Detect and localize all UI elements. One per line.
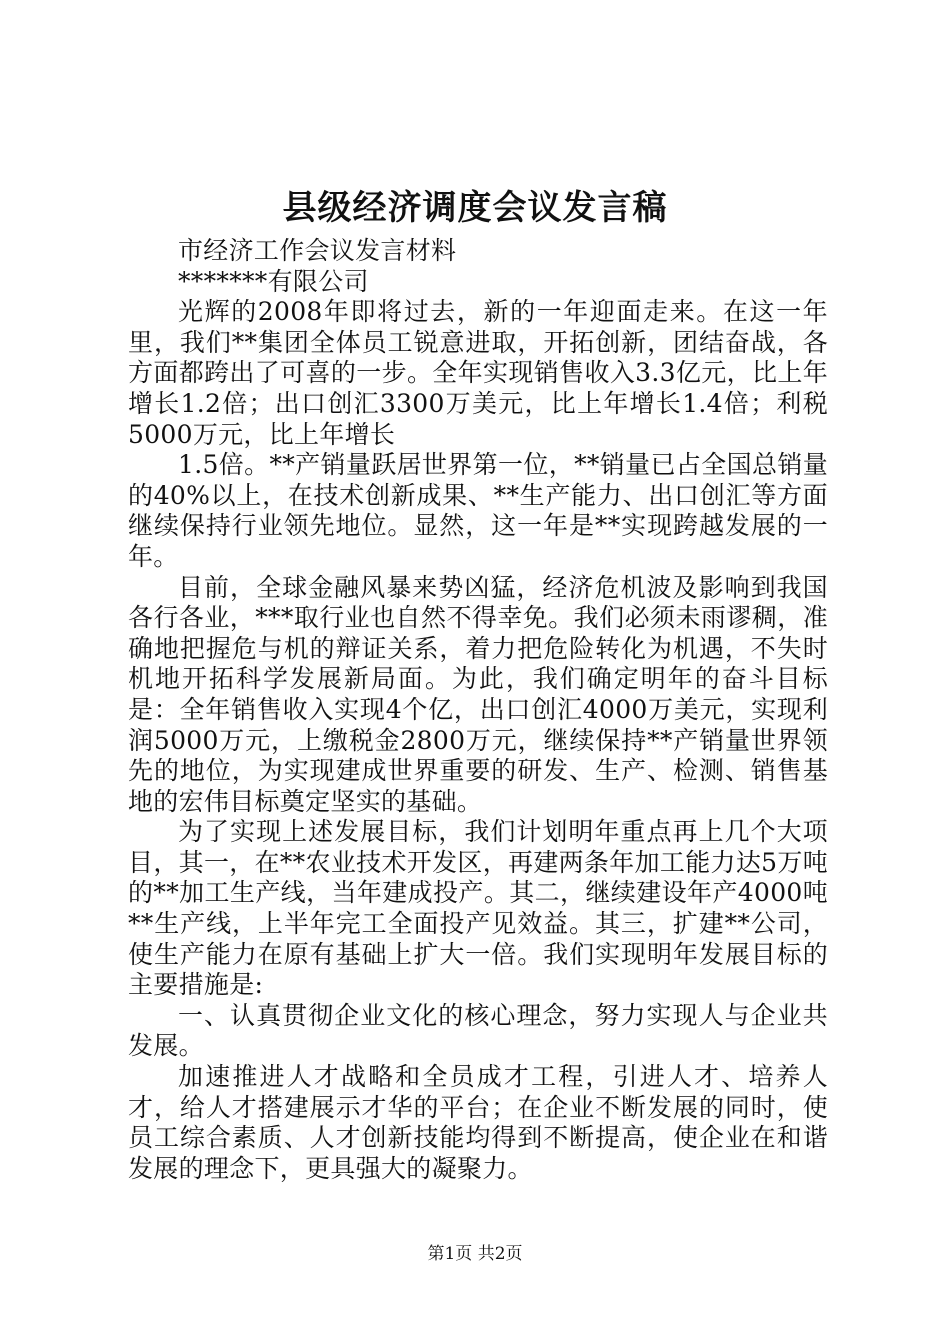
- paragraph-goals: 目前，全球金融风暴来势凶猛，经济危机波及影响到我国各行各业，***取行业也自然不得幸免。我们必须未雨谬稠，准确地把握危与机的辩证关系，着力把危险转化为机遇，不失时机地开拓科学发展新局面。为此，我们确定明年的奋斗目标是：全年销售收入实现4个亿，出口创汇4000万美元，实现利润5000万元，上缴税金2800万元，继续保持**产销量世界领先的地位，为实现建成世界重要的研发、生产、检测、销售基地的宏伟目标奠定坚实的基础。: [128, 572, 828, 816]
- paragraph-company: *******有限公司: [178, 266, 369, 296]
- paragraph-measure-heading: 一、认真贯彻企业文化的核心理念，努力实现人与企业共发展。: [128, 1000, 828, 1061]
- paragraph-projects: 为了实现上述发展目标，我们计划明年重点再上几个大项目，其一，在**农业技术开发区，再建两条年加工能力达5万吨的**加工生产线，当年建成投产。其二，继续建设年产4000吨**生产线，上半年完工全面投产见效益。其三，扩建**公司，使生产能力在原有基础上扩大一倍。我们实现明年发展目标的主要措施是:: [128, 817, 828, 1000]
- document-body: [128, 236, 828, 1184]
- paragraph-review: 光辉的2008年即将过去，新的一年迎面走来。在这一年里，我们**集团全体员工锐意进取，开拓创新，团结奋战，各方面都跨出了可喜的一步。全年实现销售收入3.3亿元，比上年增长1.2倍；出口创汇3300万美元，比上年增长1.4倍；利税5000万元，比上年增长: [128, 297, 828, 449]
- paragraph-subtitle: 市经济工作会议发言材料: [178, 236, 457, 265]
- document-title: 县级经济调度会议发言稿: [282, 188, 668, 228]
- paragraph-talent: 加速推进人才战略和全员成才工程，引进人才、培养人才，给人才搭建展示才华的平台；在企业不断发展的同时，使员工综合素质、人才创新技能均得到不断提高，使企业在和谐发展的理念下，更具强大的凝聚力。: [128, 1062, 828, 1183]
- paragraph-results: 1.5倍。**产销量跃居世界第一位，**销量已占全国总销量的40%以上，在技术创新成果、**生产能力、出口创汇等方面继续保持行业领先地位。显然，这一年是**实现跨越发展的一年。: [128, 450, 828, 571]
- page-footer: 第1页 共2页: [427, 1244, 523, 1264]
